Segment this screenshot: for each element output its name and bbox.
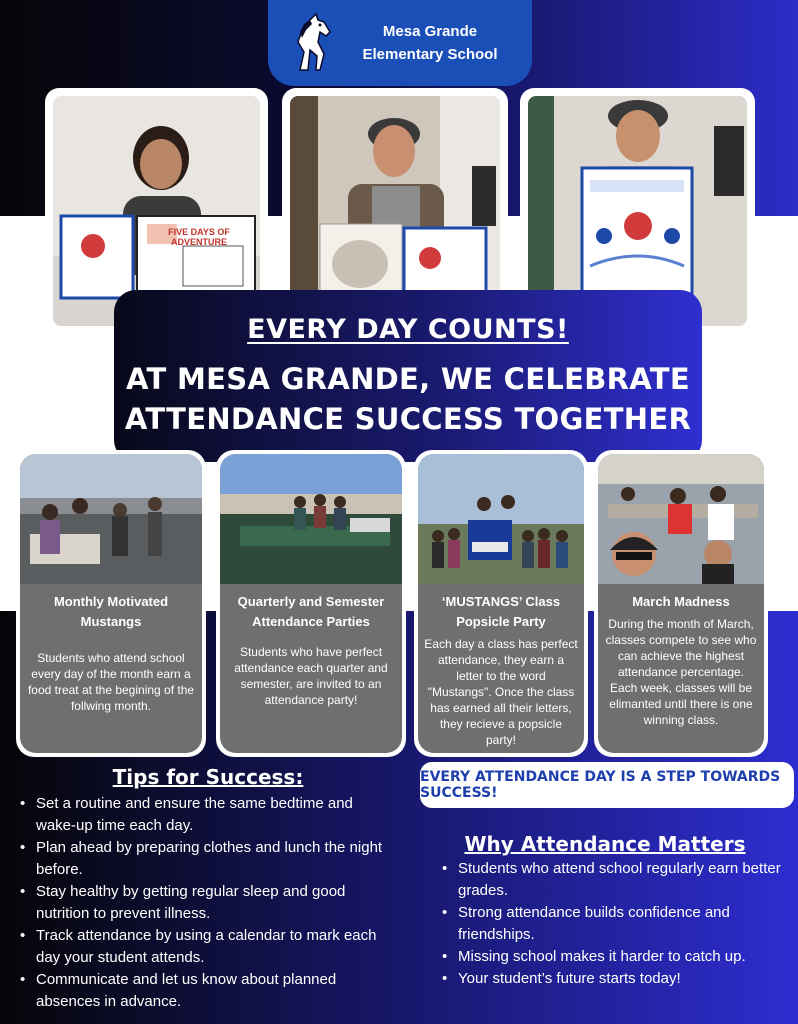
card-title: Quarterly and Semester Attendance Parties [237,594,385,629]
list-item: • Strong attendance builds confidence and friendships. [442,902,792,946]
school-name-line2: Elementary School [362,46,498,63]
card-photo-parties [220,454,402,584]
list-item: • Set a routine and ensure the same bedtime and wake-up time each day. [20,793,392,837]
banner-line-2: AT MESA GRANDE, WE CELEBRATE [126,361,690,396]
school-header [268,0,532,86]
card-description: Students who attend school every day of the month earn a food treat at the begining of the follwing month. [27,651,195,713]
tips-title: Tips for Success: [112,765,304,789]
mustang-horse-icon [290,12,336,74]
card-attendance-parties [216,450,406,757]
five-days-poster-title: FIVE DAYS OF ADVENTURE [168,227,230,247]
card-photo-march [598,454,764,584]
card-description: During the month of March, classes compete to see who can achieve the highest attendance percentage. Each week, classes will be elimanted until there is one winning class. [605,617,757,727]
banner-line-3: ATTENDANCE SUCCESS TOGETHER [124,401,692,436]
every-day-counts-banner [114,290,702,462]
list-item: • Plan ahead by preparing clothes and lunch the night before. [20,837,392,881]
card-photo-popsicle [418,454,584,584]
card-title: March Madness [632,594,730,609]
card-march-madness [594,450,768,757]
card-monthly-mustangs [16,450,206,757]
list-item: • Your student’s future starts today! [442,968,792,990]
school-name [350,20,510,66]
card-photo-monthly [20,454,202,584]
list-item: • Students who attend school regularly earn better grades. [442,858,792,902]
card-description: Each day a class has perfect attendance, they earn a letter to the word "Mustangs". Once the class has earned all their letters, they recieve a popsicle party! [424,637,578,747]
card-title: Monthly Motivated Mustangs [53,594,169,629]
banner-headline: EVERY DAY COUNTS! [247,313,569,345]
list-item: • Communicate and let us know about planned absences in advance. [20,969,392,1013]
list-item: • Stay healthy by getting regular sleep and good nutrition to prevent illness. [20,881,392,925]
card-popsicle-party [414,450,588,757]
tips-list [20,793,392,1013]
card-title: ‘MUSTANGS’ Class Popsicle Party [441,594,561,629]
why-attendance-title: Why Attendance Matters [464,832,746,856]
why-attendance-list [442,858,792,990]
list-item: • Track attendance by using a calendar to mark each day your student attends. [20,925,392,969]
step-banner-text: EVERY ATTENDANCE DAY IS A STEP TOWARDS SUCCESS! [420,769,781,801]
school-name-line1: Mesa Grande [382,23,478,40]
step-towards-success-banner [420,762,794,808]
list-item: • Missing school makes it harder to catch up. [442,946,792,968]
card-description: Students who have perfect attendance each quarter and semester, are invited to an attendance party! [234,645,388,707]
